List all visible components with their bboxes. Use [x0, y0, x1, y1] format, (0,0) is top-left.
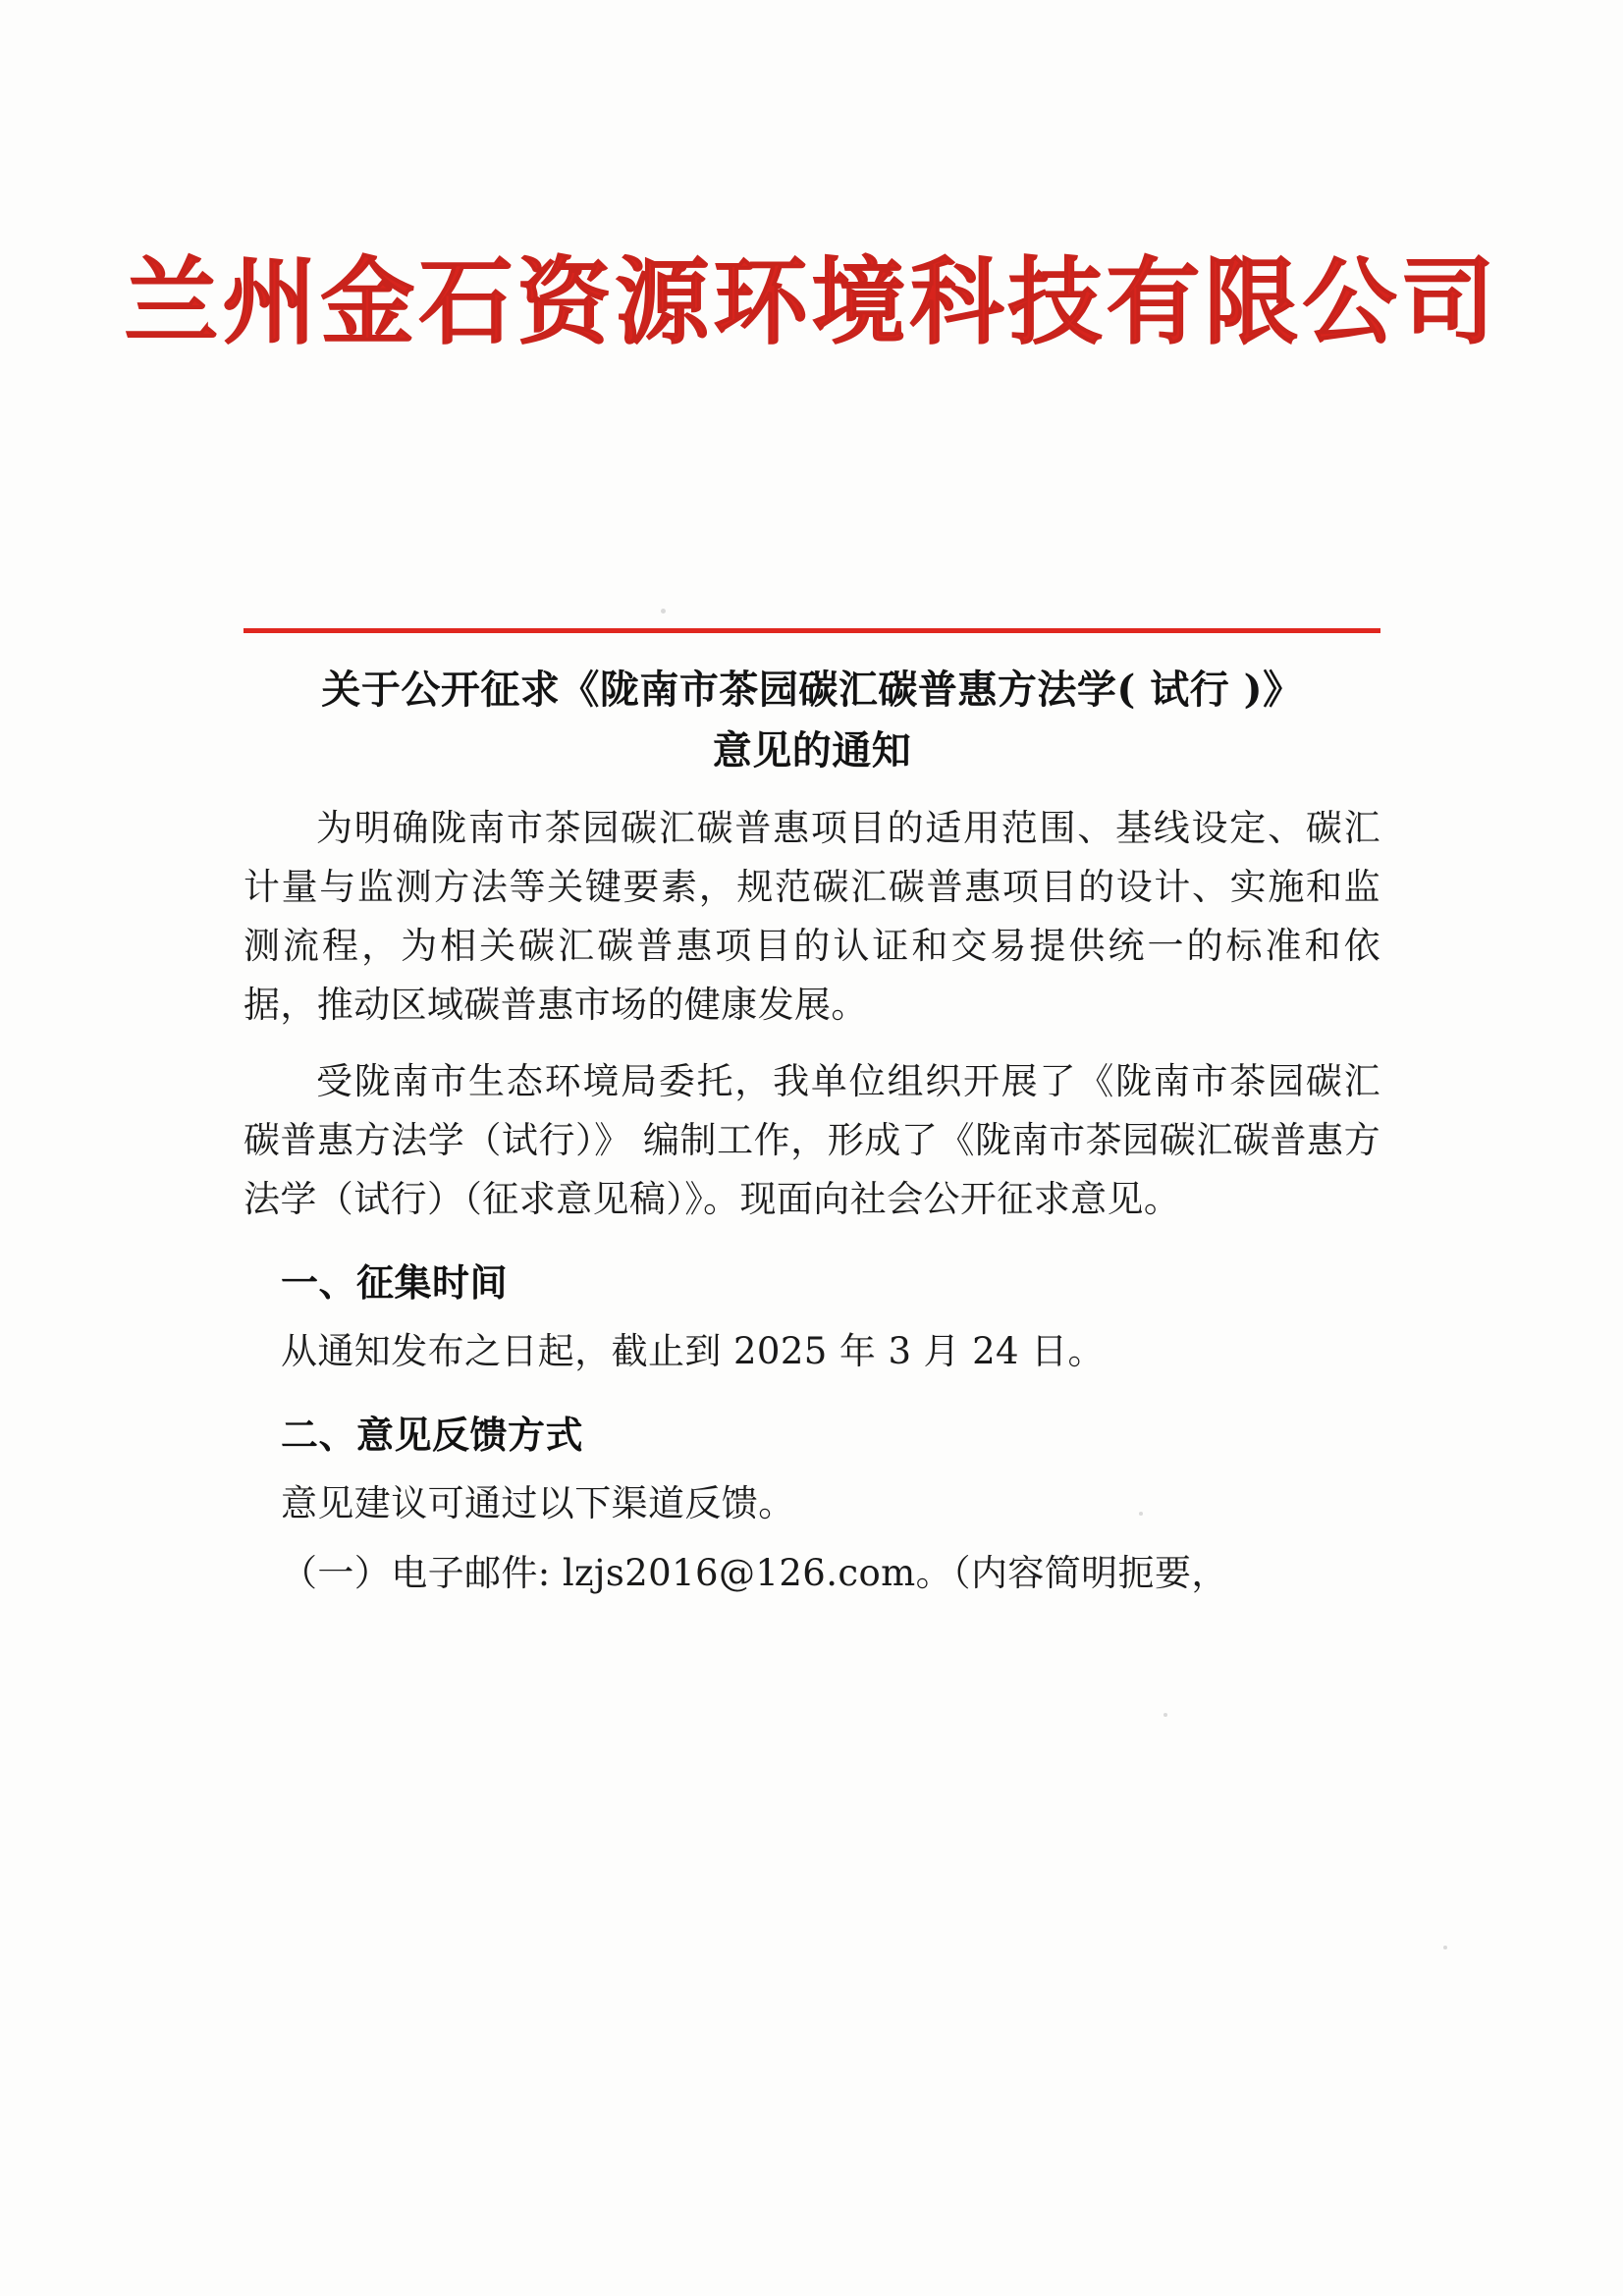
document-title-line-1: 关于公开征求《陇南市茶园碳汇碳普惠方法学( 试行 )》: [321, 667, 1303, 713]
document-body: [243, 660, 1380, 1603]
section-heading-two: 二、意见反馈方式: [281, 1412, 584, 1457]
scan-speck: [1443, 1946, 1447, 1949]
document-title-line-2: 意见的通知: [712, 727, 912, 774]
company-letterhead: 兰州金石资源环境科技有限公司: [124, 246, 1499, 357]
scan-speck: [1163, 1713, 1167, 1717]
scan-speck: [1139, 1512, 1143, 1516]
section-heading-one: 一、征集时间: [281, 1259, 509, 1305]
document-title: [243, 660, 1380, 781]
section-two-body: 意见建议可通过以下渠道反馈。: [281, 1481, 795, 1524]
paragraph-2: 受陇南市生态环境局委托，我单位组织开展了《陇南市茶园碳汇碳普惠方法学（试行）》 编制工作，形成了《陇南市茶园碳汇碳普惠方法学（试行）（征求意见稿）》。现面向社会公开征求意见。: [243, 1059, 1380, 1220]
section-two-item-one: （一）电子邮件: lzjs2016@126.com。（内容简明扼要，: [281, 1552, 1228, 1595]
scan-speck: [661, 609, 666, 614]
section-one-body: 从通知发布之日起，截止到 2025 年 3 月 24 日。: [281, 1329, 1105, 1372]
paragraph-1: 为明确陇南市茶园碳汇碳普惠项目的适用范围、基线设定、碳汇计量与监测方法等关键要素，规范碳汇碳普惠项目的设计、实施和监测流程，为相关碳汇碳普惠项目的认证和交易提供统一的标准和依据，推动区域碳普惠市场的健康发展。: [243, 807, 1380, 1026]
header-red-divider: [243, 628, 1380, 633]
